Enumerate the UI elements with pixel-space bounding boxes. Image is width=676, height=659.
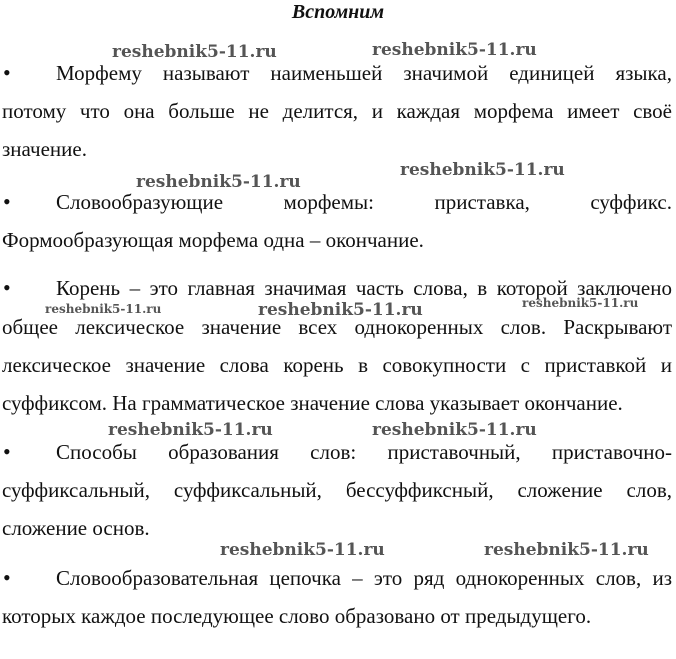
bullet: •: [3, 565, 11, 590]
paragraph-line: Словообразовательная цепочка – это ряд однокоренных слов, из: [56, 566, 672, 590]
paragraph-line: Корень – это главная значимая часть слова, в которой заключено: [56, 276, 672, 300]
paragraph-line: сложение основ.: [2, 516, 150, 540]
paragraph-line: Способы образования слов: приставочный, приставочно-: [56, 440, 672, 464]
bullet: •: [3, 189, 11, 214]
watermark: reshebnik5-11.ru: [372, 40, 537, 60]
watermark: reshebnik5-11.ru: [136, 172, 301, 192]
watermark: reshebnik5-11.ru: [45, 302, 162, 316]
paragraph-line: суффиксом. На грамматическое значение слова указывает окончание.: [2, 391, 623, 415]
watermark: reshebnik5-11.ru: [258, 300, 423, 320]
bullet: •: [3, 60, 11, 85]
page-title: Вспомним: [291, 1, 385, 23]
paragraph-line: суффиксальный, суффиксальный, бессуффиксный, сложение слов,: [2, 478, 672, 502]
watermark: reshebnik5-11.ru: [108, 420, 273, 440]
paragraph-line: которых каждое последующее слово образовано от предыдущего.: [2, 604, 592, 628]
bullet: •: [3, 275, 11, 300]
paragraph-line: значение.: [2, 137, 87, 161]
paragraph-line: потому что она больше не делится, и каждая морфема имеет своё: [2, 99, 672, 123]
watermark: reshebnik5-11.ru: [522, 296, 639, 310]
paragraph-line: общее лексическое значение всех однокоренных слов. Раскрывают: [2, 315, 672, 339]
watermark: reshebnik5-11.ru: [484, 540, 649, 560]
watermark: reshebnik5-11.ru: [112, 42, 277, 62]
paragraph-line: Морфему называют наименьшей значимой единицей языка,: [56, 61, 672, 85]
watermark: reshebnik5-11.ru: [372, 420, 537, 440]
paragraph-line: Словообразующие морфемы: приставка, суффикс.: [56, 190, 672, 214]
watermark: reshebnik5-11.ru: [400, 160, 565, 180]
paragraph-line: лексическое значение слова корень в совокупности с приставкой и: [2, 353, 672, 377]
watermark: reshebnik5-11.ru: [220, 540, 385, 560]
bullet: •: [3, 439, 11, 464]
paragraph-line: Формообразующая морфема одна – окончание.: [2, 228, 424, 252]
